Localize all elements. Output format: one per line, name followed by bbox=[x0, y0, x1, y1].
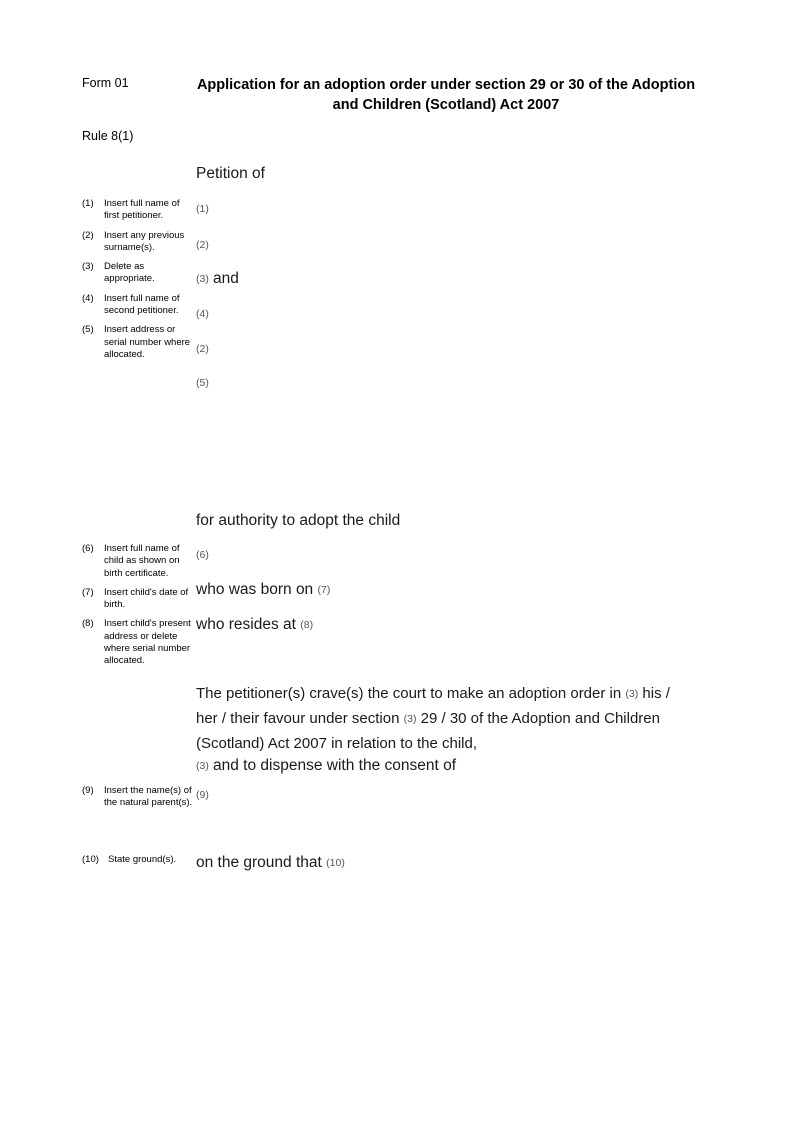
field-marker-6: (6) bbox=[196, 549, 209, 561]
margin-note-text: Insert address or serial number where allocated. bbox=[104, 324, 191, 360]
resides-at-line bbox=[196, 614, 313, 637]
rule-reference: Rule 8(1) bbox=[82, 129, 134, 143]
and-line bbox=[196, 268, 239, 291]
field-marker-3-and: (3) bbox=[196, 273, 209, 285]
margin-note-text: Delete as appropriate. bbox=[104, 261, 155, 285]
margin-note bbox=[82, 854, 207, 866]
form-id: Form 01 bbox=[82, 76, 129, 90]
margin-note bbox=[82, 261, 192, 286]
field-marker-10: (10) bbox=[326, 857, 345, 869]
margin-note bbox=[82, 587, 197, 612]
margin-note-text: Insert full name of child as shown on birth certificate. bbox=[104, 543, 180, 579]
margin-notes-2 bbox=[82, 543, 197, 675]
field-marker-9: (9) bbox=[196, 789, 209, 801]
margin-note-number: (7) bbox=[82, 586, 94, 598]
petition-of-heading: Petition of bbox=[196, 165, 265, 182]
crave-marker-3b: (3) bbox=[403, 713, 417, 725]
margin-note bbox=[82, 785, 197, 810]
margin-note bbox=[82, 230, 192, 255]
margin-note-number: (4) bbox=[82, 292, 94, 304]
margin-note-number: (5) bbox=[82, 324, 94, 336]
field-marker-2a: (2) bbox=[196, 239, 209, 251]
margin-note-number: (1) bbox=[82, 198, 94, 209]
margin-note-text: Insert the name(s) of the natural parent(s). bbox=[104, 785, 193, 809]
and-word: and bbox=[213, 270, 239, 287]
born-on-text: who was born on bbox=[196, 581, 314, 598]
page-title: Application for an adoption order under section 29 or 30 of the Adoption and Children (Scotland) Act 2007 bbox=[196, 77, 696, 113]
margin-notes-4 bbox=[82, 854, 207, 873]
authority-line: for authority to adopt the child bbox=[196, 512, 401, 529]
field-marker-5: (5) bbox=[196, 377, 209, 389]
ground-line bbox=[196, 852, 345, 875]
margin-notes-1 bbox=[82, 198, 192, 368]
field-marker-2b: (2) bbox=[196, 343, 209, 355]
crave-marker-3a: (3) bbox=[625, 688, 639, 700]
born-on-line bbox=[196, 579, 330, 602]
margin-note bbox=[82, 543, 197, 580]
field-marker-8: (8) bbox=[300, 619, 314, 631]
margin-note-number: (10) bbox=[82, 854, 99, 865]
margin-note-number: (3) bbox=[82, 261, 94, 273]
field-marker-4: (4) bbox=[196, 308, 209, 320]
margin-note-text: Insert child's present address or delete where serial number allocated. bbox=[104, 618, 191, 667]
dispense-line bbox=[196, 755, 456, 778]
ground-text: on the ground that bbox=[196, 854, 322, 871]
margin-note-number: (8) bbox=[82, 618, 94, 630]
margin-note bbox=[82, 324, 192, 361]
margin-note-text: Insert full name of first petitioner. bbox=[104, 198, 180, 222]
dispense-marker-3: (3) bbox=[196, 760, 209, 772]
margin-note bbox=[82, 293, 192, 318]
crave-part3: 29 / 30 of the Adoption and Children (Scotland) Act 2007 in relation to the child, bbox=[196, 710, 660, 752]
crave-paragraph bbox=[196, 682, 691, 756]
crave-part2: his / her / their favour under section bbox=[196, 685, 670, 727]
margin-note-text: State ground(s). bbox=[108, 854, 177, 865]
field-marker-7: (7) bbox=[317, 584, 331, 596]
resides-at-text: who resides at bbox=[196, 616, 296, 633]
field-marker-1: (1) bbox=[196, 203, 209, 215]
crave-part1: The petitioner(s) crave(s) the court to make an adoption order in bbox=[196, 685, 622, 702]
margin-note-number: (9) bbox=[82, 785, 94, 796]
dispense-text: and to dispense with the consent of bbox=[213, 757, 457, 774]
margin-note-text: Insert child's date of birth. bbox=[104, 586, 189, 611]
margin-note-number: (6) bbox=[82, 543, 94, 554]
margin-note-number: (2) bbox=[82, 229, 94, 241]
margin-note-text: Insert any previous surname(s). bbox=[104, 229, 185, 253]
margin-notes-3 bbox=[82, 785, 197, 817]
margin-note bbox=[82, 618, 197, 667]
margin-note-text: Insert full name of second petitioner. bbox=[104, 292, 180, 317]
margin-note bbox=[82, 198, 192, 223]
